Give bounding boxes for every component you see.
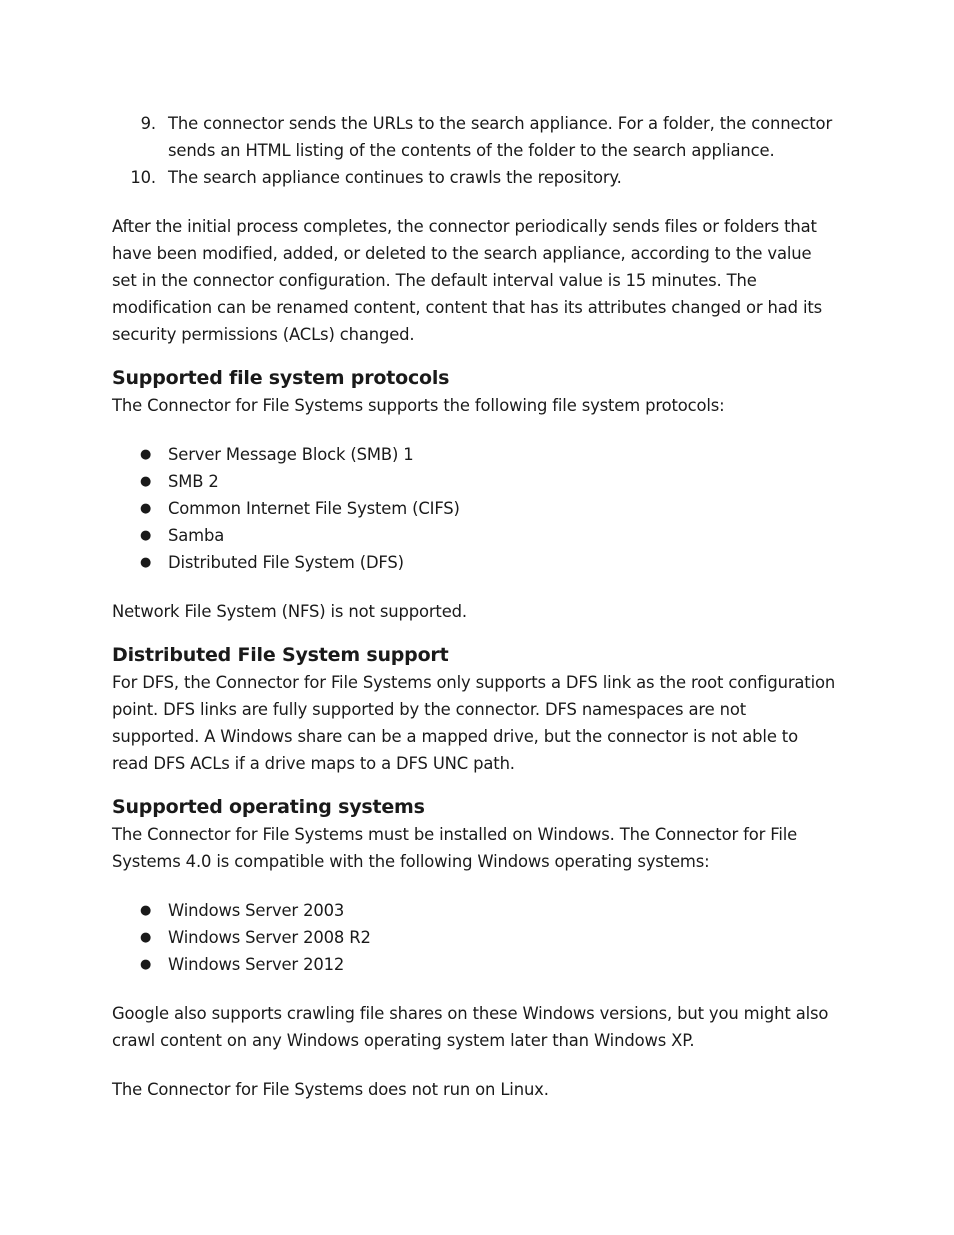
list-item [112, 110, 836, 164]
list-item [112, 164, 836, 191]
protocol-item: SMB 2 [168, 472, 219, 491]
bullet-icon: ● [140, 930, 152, 945]
bullet-icon: ● [140, 555, 152, 570]
protocol-item: Samba [168, 526, 225, 545]
numbered-steps-list [112, 110, 836, 191]
protocol-item: Server Message Block (SMB) 1 [168, 445, 414, 464]
linux-note: The Connector for File Systems does not run on Linux. [112, 1080, 549, 1099]
os-item: Windows Server 2003 [168, 901, 345, 920]
bullet-icon: ● [140, 447, 152, 462]
list-item [112, 951, 836, 978]
step-text: The connector sends the URLs to the search appliance. For a folder, the connector sends an HTML listing of the contents of the folder to the search appliance. [168, 114, 833, 160]
bullet-icon: ● [140, 903, 152, 918]
dfs-body: For DFS, the Connector for File Systems only supports a DFS link as the root configuration point. DFS links are fully supported by the connector. DFS namespaces are not supported. A Windows share can be a mapped drive, but the connector is not able to read DFS ACLs if a drive maps to a DFS UNC path. [112, 673, 836, 773]
protocols-heading: Supported file system protocols [112, 367, 450, 389]
os-list [112, 897, 836, 978]
protocol-item: Common Internet File System (CIFS) [168, 499, 460, 518]
os-item: Windows Server 2012 [168, 955, 345, 974]
step-number: 10. [130, 168, 156, 187]
nfs-note: Network File System (NFS) is not supported. [112, 602, 467, 621]
list-item [112, 897, 836, 924]
list-item [112, 441, 836, 468]
protocols-intro: The Connector for File Systems supports the following file system protocols: [112, 396, 725, 415]
google-note: Google also supports crawling file shares on these Windows versions, but you might also crawl content on any Windows operating system later than Windows XP. [112, 1004, 829, 1050]
dfs-heading: Distributed File System support [112, 644, 449, 666]
step-text: The search appliance continues to crawls the repository. [168, 168, 622, 187]
document-page [112, 110, 836, 1103]
after-initial-paragraph: After the initial process completes, the connector periodically sends files or folders that have been modified, added, or deleted to the search appliance, according to the value set in the connector configuration. The default interval value is 15 minutes. The modification can be renamed content, content that has its attributes changed or had its security permissions (ACLs) changed. [112, 217, 823, 344]
step-number: 9. [140, 114, 156, 133]
list-item [112, 549, 836, 576]
os-item: Windows Server 2008 R2 [168, 928, 371, 947]
protocols-list [112, 441, 836, 576]
os-intro: The Connector for File Systems must be installed on Windows. The Connector for File Systems 4.0 is compatible with the following Windows operating systems: [112, 825, 798, 871]
bullet-icon: ● [140, 957, 152, 972]
bullet-icon: ● [140, 528, 152, 543]
os-heading: Supported operating systems [112, 796, 425, 818]
list-item [112, 468, 836, 495]
protocol-item: Distributed File System (DFS) [168, 553, 404, 572]
bullet-icon: ● [140, 474, 152, 489]
list-item [112, 522, 836, 549]
list-item [112, 924, 836, 951]
bullet-icon: ● [140, 501, 152, 516]
list-item [112, 495, 836, 522]
